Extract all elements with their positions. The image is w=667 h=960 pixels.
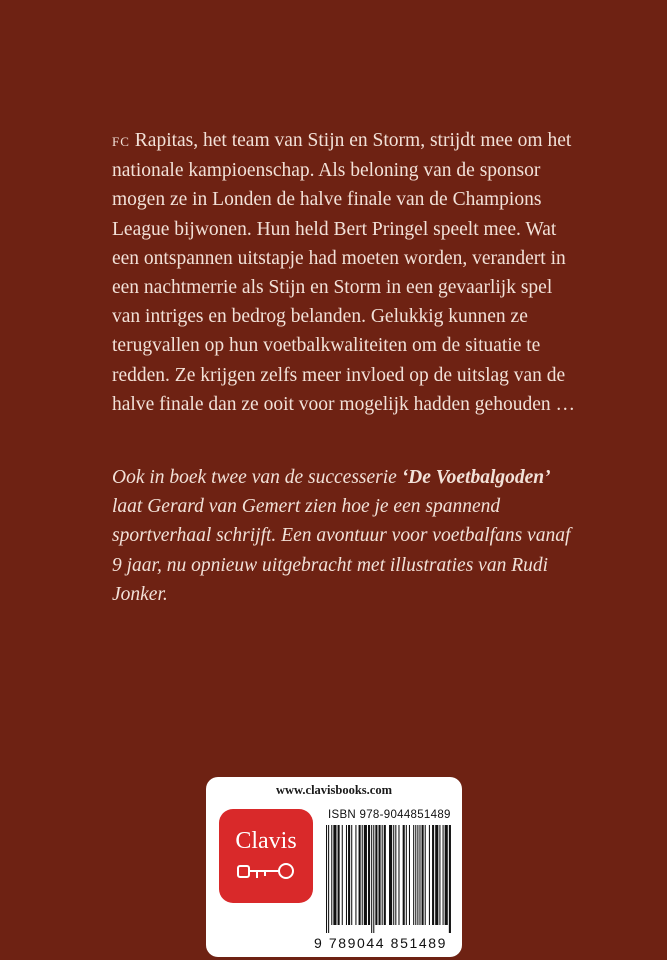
barcode-bar xyxy=(393,825,394,925)
isbn-label: ISBN 978-9044851489 xyxy=(328,809,451,821)
barcode-bar xyxy=(435,825,438,925)
barcode-bar xyxy=(432,825,434,925)
barcode-bar xyxy=(445,825,448,925)
barcode-bar xyxy=(395,825,396,925)
key-icon xyxy=(235,860,297,884)
series-title: ‘De Voetbalgoden’ xyxy=(401,467,551,488)
barcode-bar xyxy=(419,825,420,925)
barcode-bar xyxy=(333,825,336,925)
tagline-before: Ook in boek twee van de successerie xyxy=(112,467,402,488)
blurb-fc-prefix: FC xyxy=(112,134,130,149)
barcode-bar xyxy=(368,825,370,925)
barcode-bar xyxy=(422,825,424,925)
barcode-bar xyxy=(328,825,329,933)
barcode-bar xyxy=(355,825,356,925)
barcode-panel xyxy=(206,777,462,957)
barcode-bar xyxy=(417,825,418,925)
barcode-bar xyxy=(429,825,430,925)
barcode-bar xyxy=(364,825,367,925)
publisher-name: Clavis xyxy=(235,828,297,854)
barcode-bar xyxy=(398,825,399,925)
barcode-bar xyxy=(406,825,407,925)
barcode-bar xyxy=(449,825,451,933)
series-tagline xyxy=(112,463,582,609)
barcode-bar xyxy=(359,825,361,925)
tagline-after: laat Gerard van Gemert zien hoe je een spannend sportverhaal schrijft. Een avontuur voor voetbalfans vanaf 9 jaar, nu opnieuw uitgebracht met illustraties van Rudi Jonker. xyxy=(112,496,571,605)
barcode-bar xyxy=(379,825,381,925)
barcode-bar xyxy=(409,825,410,925)
ean-digits: 9 789044 851489 xyxy=(314,935,447,951)
back-cover-blurb xyxy=(112,126,582,419)
barcode-bar xyxy=(338,825,340,925)
publisher-logo xyxy=(219,809,313,903)
barcode-bar xyxy=(382,825,383,925)
blurb-text: Rapitas, het team van Stijn en Storm, strijdt mee om het nationale kampioenschap. Als beloning van de sponsor mogen ze in Londen de halve finale van de Champions League bijwonen. Hun held Bert Pringel speelt mee. Wat een ontspannen uitstapje had moeten worden, verandert in een nachtmerrie als Stijn en Storm in een gevaarlijk spel van intriges en bedrog belanden. Gelukkig kunnen ze terugvallen op hun voetbalkwaliteiten om de situatie te redden. Ze krijgen zelfs meer invloed op de uitslag van de halve finale dan ze ooit voor mogelijk hadden gehouden … xyxy=(112,130,575,415)
barcode-bar xyxy=(362,825,363,925)
barcode-bar xyxy=(415,825,416,925)
barcode-bar xyxy=(403,825,405,925)
barcode-bar xyxy=(439,825,440,925)
barcode-bar xyxy=(443,825,444,925)
barcode-bar xyxy=(351,825,352,925)
barcode-bar xyxy=(375,825,377,925)
barcode-bar xyxy=(413,825,414,925)
barcode-bar xyxy=(371,825,372,933)
barcode-bar xyxy=(326,825,327,933)
barcode-bar xyxy=(389,825,392,925)
ean-barcode xyxy=(324,825,454,933)
barcode-bar xyxy=(331,825,332,925)
barcode-bar xyxy=(373,825,374,933)
barcode-bar xyxy=(384,825,386,925)
barcode-bar xyxy=(346,825,347,925)
barcode-bar xyxy=(348,825,350,925)
barcode-bar xyxy=(425,825,426,925)
barcode-bar xyxy=(342,825,343,925)
publisher-url[interactable]: www.clavisbooks.com xyxy=(276,783,392,797)
